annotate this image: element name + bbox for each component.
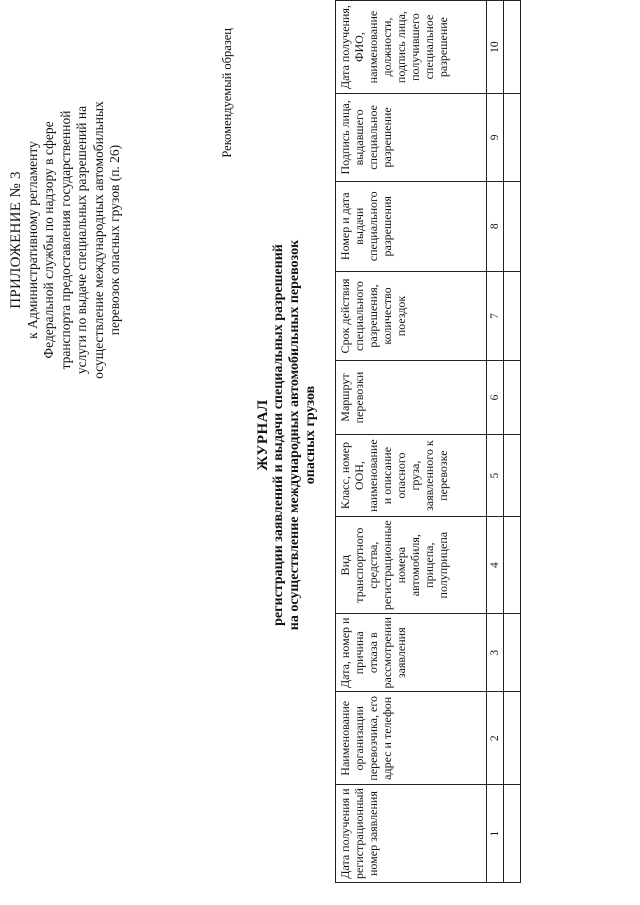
empty-cell bbox=[504, 271, 521, 360]
column-number: 10 bbox=[487, 1, 504, 94]
empty-cell bbox=[504, 361, 521, 435]
header-cell: Наименование организации перевозчика, его адрес и телефон bbox=[336, 692, 487, 785]
journal-heading bbox=[255, 155, 319, 715]
header-cell: Подпись лица, выдавшего специальное разрешение bbox=[336, 94, 487, 182]
empty-cell bbox=[504, 517, 521, 614]
header-cell: Класс, номер ООН, наименование и описание опасного груза, заявленного к перевозке bbox=[336, 434, 487, 516]
header-cell: Срок действия специального разрешения, количество поездок bbox=[336, 271, 487, 360]
table-header-row bbox=[336, 1, 487, 883]
journal-title: ЖУРНАЛ bbox=[255, 399, 271, 471]
empty-cell bbox=[504, 181, 521, 271]
empty-cell bbox=[504, 434, 521, 516]
header-cell: Номер и дата выдачи специального разрешения bbox=[336, 181, 487, 271]
appendix-line: перевозок опасных грузов (п. 26) bbox=[107, 144, 122, 336]
journal-subtitle-line: регистрации заявлений и выдачи специальных разрешений bbox=[271, 244, 286, 626]
journal-subtitle-line: опасных грузов bbox=[303, 385, 318, 485]
empty-cell bbox=[504, 785, 521, 883]
header-cell: Дата получения и регистрационный номер заявления bbox=[336, 785, 487, 883]
appendix-title: ПРИЛОЖЕНИЕ № 3 bbox=[8, 171, 24, 309]
column-number: 3 bbox=[487, 614, 504, 692]
journal-subtitle-line: на осуществление международных автомобильных перевозок bbox=[287, 239, 302, 631]
empty-cell bbox=[504, 1, 521, 94]
appendix-line: Федеральной службы по надзору в сфере bbox=[41, 121, 56, 359]
table-empty-row bbox=[504, 1, 521, 883]
appendix-line: осуществление международных автомобильных bbox=[90, 101, 106, 379]
column-number: 2 bbox=[487, 692, 504, 785]
column-number: 1 bbox=[487, 785, 504, 883]
appendix-line: транспорта предоставления государственной bbox=[57, 110, 73, 370]
recommended-sample-label: Рекомендуемый образец bbox=[220, 28, 234, 158]
journal-table bbox=[335, 0, 521, 883]
appendix-line: услуги по выдаче специальных разрешений на bbox=[74, 105, 89, 375]
header-cell: Дата получения, ФИО, наименование должности, подпись лица, получившего специальное разрешение bbox=[336, 1, 487, 94]
column-number: 5 bbox=[487, 434, 504, 516]
column-number: 7 bbox=[487, 271, 504, 360]
column-number: 9 bbox=[487, 94, 504, 182]
header-cell: Дата, номер и причина отказа в рассмотрении заявления bbox=[336, 614, 487, 692]
empty-cell bbox=[504, 94, 521, 182]
empty-cell bbox=[504, 614, 521, 692]
column-number: 8 bbox=[487, 181, 504, 271]
table-number-row bbox=[487, 1, 504, 883]
appendix-block bbox=[8, 30, 124, 450]
header-cell: Маршрут перевозки bbox=[336, 361, 487, 435]
column-number: 4 bbox=[487, 517, 504, 614]
header-cell: Вид транспортного средства, регистрационные номера автомобиля, прицепа, полуприцепа bbox=[336, 517, 487, 614]
appendix-line: к Административному регламенту bbox=[24, 141, 40, 339]
column-number: 6 bbox=[487, 361, 504, 435]
empty-cell bbox=[504, 692, 521, 785]
